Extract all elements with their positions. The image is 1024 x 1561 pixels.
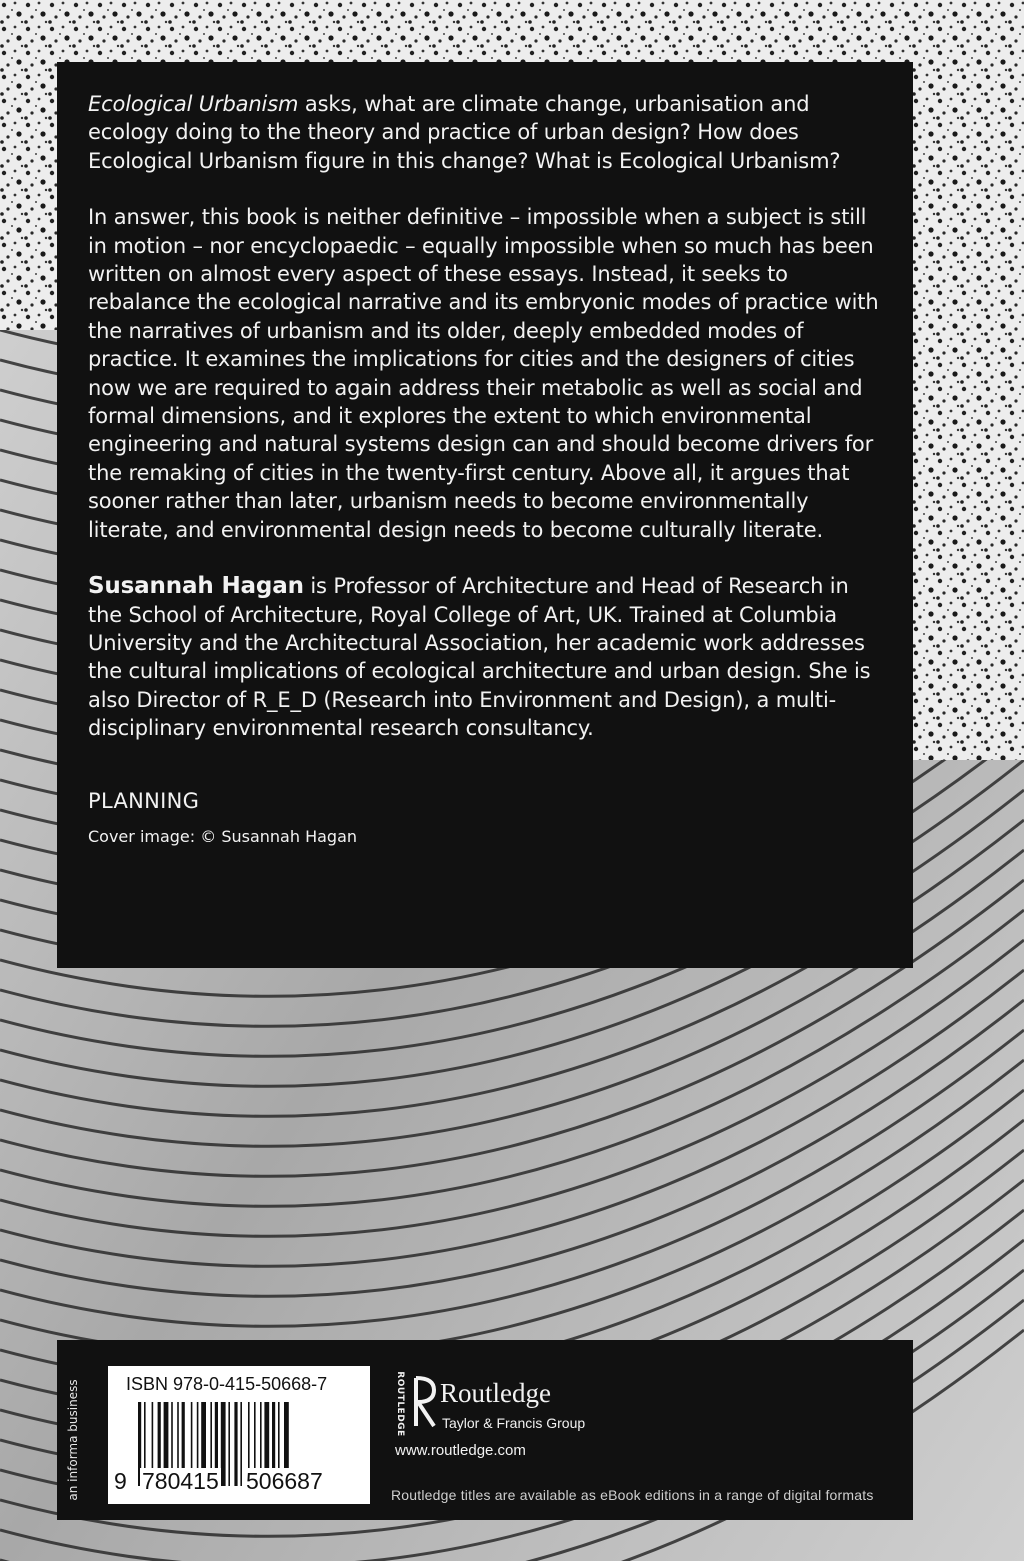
imprint-vertical-label <box>392 1371 408 1437</box>
ebook-note: Routledge titles are available as eBook editions in a range of digital formats <box>391 1487 874 1503</box>
barcode-box <box>108 1366 370 1504</box>
imprint-vertical-text: ROUTLEDGE <box>395 1371 405 1437</box>
publisher-name: Routledge <box>440 1378 551 1408</box>
blurb-paragraph-1 <box>88 90 889 175</box>
publisher-website[interactable]: www.routledge.com <box>395 1442 526 1459</box>
routledge-logo-icon <box>412 1374 438 1430</box>
publisher-group: Taylor & Francis Group <box>442 1415 586 1431</box>
ean-digits <box>114 1466 364 1494</box>
author-name: Susannah Hagan <box>88 573 304 600</box>
author-bio <box>88 572 889 742</box>
author-bio-text: is Professor of Architecture and Head of Research in the School of Architecture, Royal College of Art, UK. Trained at Columbia University and the Architectural Association, her academic work addresses the cultural implications of ecological architecture and urban design. She is also Director of R_E_D (Research into Environment and Design), a multi-disciplinary environmental research consultancy. <box>88 574 871 741</box>
isbn-text: ISBN 978-0-415-50668-7 <box>126 1374 328 1394</box>
publisher-footer <box>57 1340 913 1520</box>
informa-label <box>63 1380 83 1500</box>
ean-left-group: 780415 <box>142 1468 219 1494</box>
ean-right-group: 506687 <box>246 1468 323 1494</box>
subject-category: PLANNING <box>88 788 200 813</box>
blurb-paragraph-2: In answer, this book is neither definitive – impossible when a subject is still in motion – nor encyclopaedic – equally impossible when so much has been written on almost every aspect of these essays. Instead, it seeks to rebalance the ecological narrative and its embryonic modes of practice with the narratives of urbanism and its older, deeply embedded modes of practice. It examines the implications for cities and the designers of cities now we are required to again address their metabolic as well as social and formal dimensions, and it explores the extent to which environmental engineering and natural systems design can and should become drivers for the remaking of cities in the twenty-first century. Above all, it argues that sooner rather than later, urbanism needs to become environmentally literate, and environmental design needs to become culturally literate. <box>88 205 879 542</box>
description-panel <box>57 62 913 968</box>
cover-credit: Cover image: © Susannah Hagan <box>88 826 358 846</box>
book-title-italic: Ecological Urbanism <box>88 92 299 116</box>
informa-text: an informa business <box>66 1379 80 1501</box>
blurb-paragraph-1-text: asks, what are climate change, urbanisation and ecology doing to the theory and practice of urban design? How does Ecological Urbanism figure in this change? What is Ecological Urbanism? <box>88 92 841 173</box>
ean-first-digit: 9 <box>114 1468 127 1494</box>
